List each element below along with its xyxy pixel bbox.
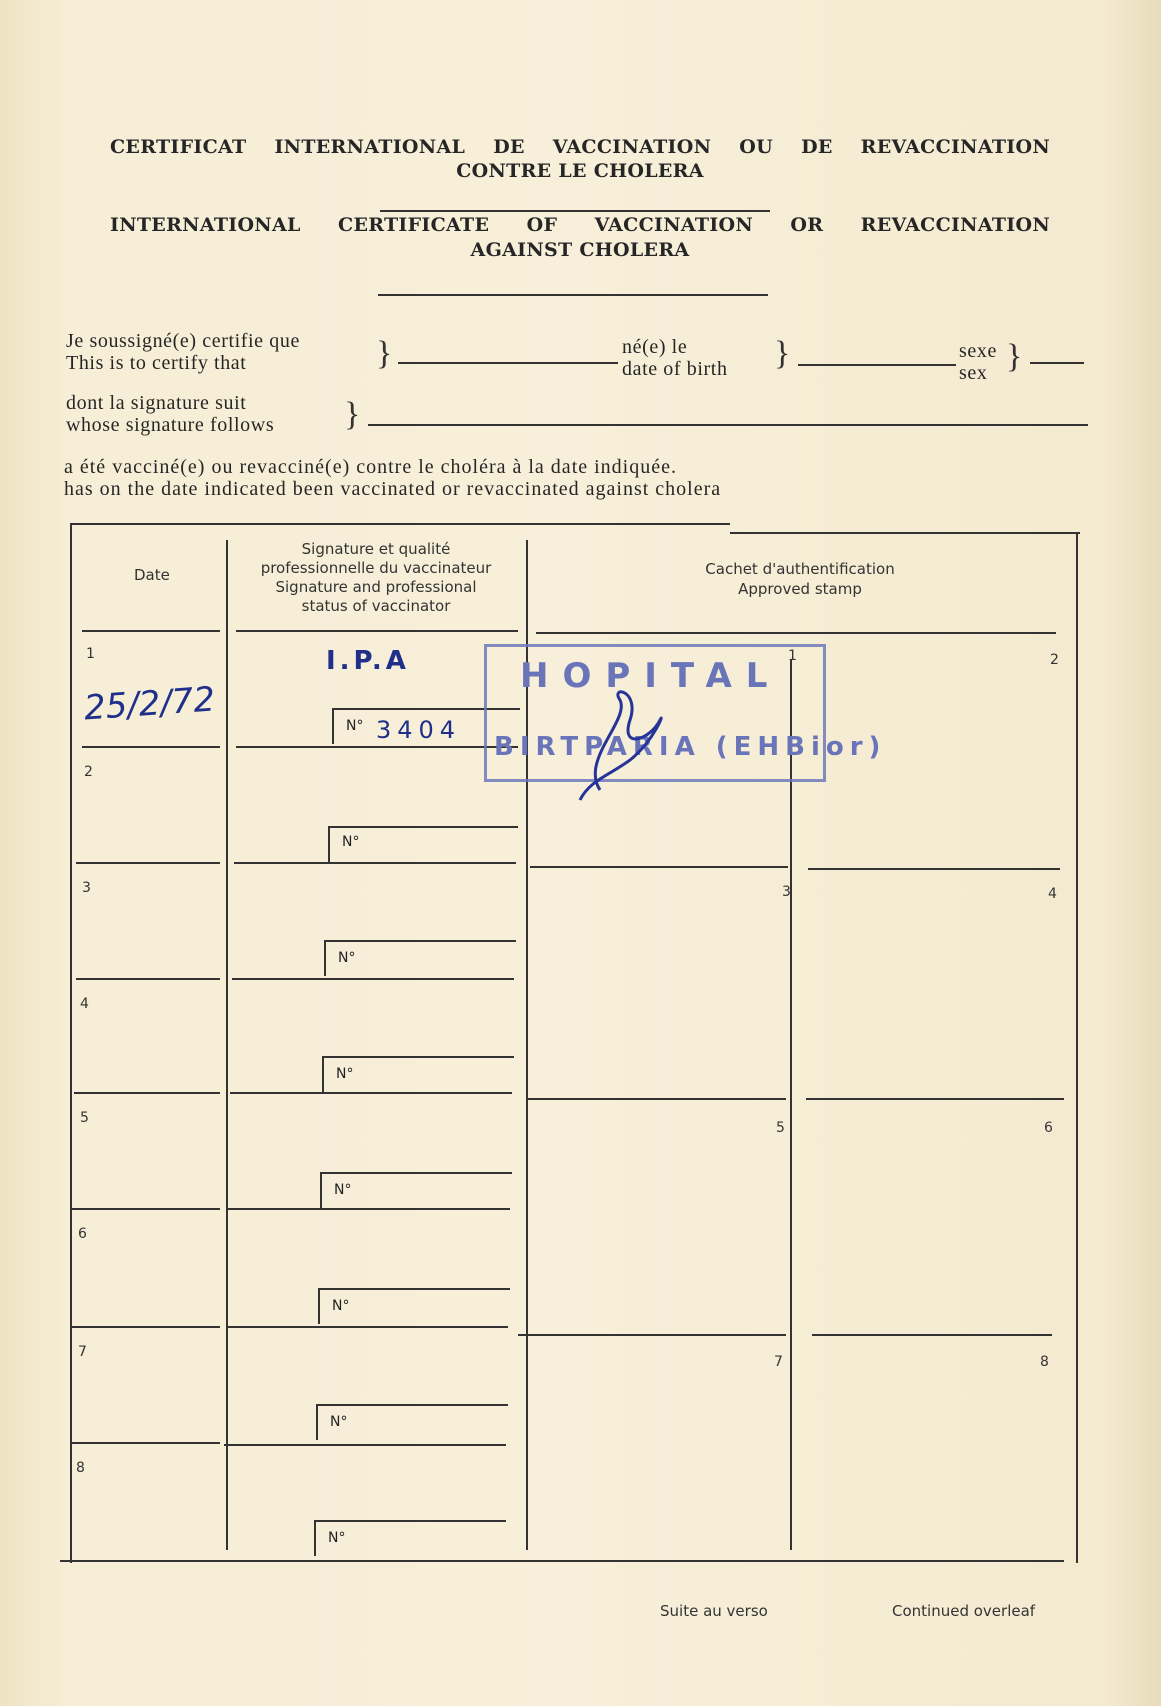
stamp-number: 4	[1048, 886, 1057, 902]
table-left-border	[70, 523, 72, 1563]
row-divider	[812, 1334, 1052, 1336]
row-divider	[76, 978, 220, 980]
title-en-line2: AGAINST CHOLERA	[470, 239, 690, 261]
row-number: 6	[78, 1226, 87, 1242]
row-divider	[226, 1326, 508, 1328]
certify-en: This is to certify that	[66, 352, 247, 374]
signature-fr: dont la signature suit	[66, 392, 247, 414]
brace: }	[376, 335, 393, 372]
table-top-border	[730, 532, 1080, 534]
stamp-number: 8	[1040, 1354, 1049, 1370]
number-label: N°	[346, 718, 364, 734]
row-divider	[234, 862, 516, 864]
certify-fr: Je soussigné(e) certifie que	[66, 330, 300, 352]
col-divider-date	[226, 540, 228, 1550]
row-divider	[232, 978, 514, 980]
table-right-border	[1076, 532, 1078, 1563]
row-number: 8	[76, 1460, 85, 1476]
born-fr: né(e) le	[622, 336, 688, 358]
row-divider	[72, 1326, 220, 1328]
row-divider	[230, 1092, 512, 1094]
entry-number: 3404	[376, 716, 462, 744]
header-stamp-1: Cachet d'authentification	[705, 560, 895, 578]
header-rule	[536, 632, 1056, 634]
header-signature-2: professionnelle du vaccinateur	[260, 559, 492, 577]
statement-en: has on the date indicated been vaccinated or revaccinated against cholera	[64, 478, 722, 500]
statement-fr: a été vacciné(e) ou revacciné(e) contre le choléra à la date indiquée.	[64, 456, 677, 478]
header-rule	[236, 630, 518, 632]
number-label: N°	[338, 950, 356, 966]
stamp-number: 3	[782, 884, 791, 900]
row-divider	[228, 1208, 510, 1210]
signature-scribble-icon	[560, 680, 680, 820]
name-field[interactable]	[398, 362, 618, 364]
row-divider	[72, 1208, 220, 1210]
row-divider	[74, 1092, 220, 1094]
stamp-number: 7	[774, 1354, 783, 1370]
signature-en: whose signature follows	[66, 414, 275, 436]
row-divider	[530, 866, 788, 868]
row-divider	[236, 746, 518, 748]
row-divider	[806, 1098, 1064, 1100]
col-divider-stamp	[790, 660, 792, 1550]
sex-en: sex	[959, 362, 988, 384]
number-label: N°	[330, 1414, 348, 1430]
entry-initials: I.P.A	[326, 646, 410, 676]
table-bottom-border	[60, 1560, 1064, 1562]
entry-date: 25/2/72	[82, 679, 217, 729]
table-top-border	[70, 523, 730, 525]
brace: }	[344, 396, 361, 433]
row-number: 3	[82, 880, 91, 896]
header-signature-3: Signature and professional	[275, 578, 477, 596]
row-number: 7	[78, 1344, 87, 1360]
number-label: N°	[336, 1066, 354, 1082]
stamp-line2: BIRTPARIA (EHBior)	[494, 732, 887, 762]
stamp-line1: HOPITAL	[520, 656, 782, 696]
brace: }	[1006, 338, 1023, 375]
row-number: 2	[84, 764, 93, 780]
header-signature-1: Signature et qualité	[301, 540, 451, 558]
stamp-number: 1	[788, 648, 797, 664]
row-divider	[518, 1334, 786, 1336]
birthdate-field[interactable]	[798, 364, 956, 366]
header-rule	[82, 630, 220, 632]
row-divider	[72, 1442, 220, 1444]
title-en-underline	[378, 294, 768, 296]
born-en: date of birth	[622, 358, 728, 380]
stamp-number: 5	[776, 1120, 785, 1136]
number-label: N°	[332, 1298, 350, 1314]
row-number: 5	[80, 1110, 89, 1126]
sex-field[interactable]	[1030, 362, 1084, 364]
number-label: N°	[328, 1530, 346, 1546]
row-number: 1	[86, 646, 95, 662]
title-fr-underline	[380, 210, 770, 212]
number-label: N°	[342, 834, 360, 850]
stamp-number: 2	[1050, 652, 1059, 668]
title-fr-line1: CERTIFICAT INTERNATIONAL DE VACCINATION OU DE REVACCINATION	[110, 136, 1050, 158]
header-date: Date	[134, 566, 170, 584]
row-divider	[808, 868, 1060, 870]
sex-fr: sexe	[959, 340, 997, 362]
number-label: N°	[334, 1182, 352, 1198]
row-divider	[76, 862, 220, 864]
row-divider	[224, 1444, 506, 1446]
title-en-line1: INTERNATIONAL CERTIFICATE OF VACCINATION OR REVACCINATION	[110, 214, 1050, 236]
footer-fr: Suite au verso	[660, 1602, 768, 1620]
header-stamp-2: Approved stamp	[738, 580, 862, 598]
row-divider	[82, 746, 220, 748]
title-fr-line2: CONTRE LE CHOLERA	[456, 160, 704, 182]
row-divider	[528, 1098, 786, 1100]
signature-field[interactable]	[368, 424, 1088, 426]
row-number: 4	[80, 996, 89, 1012]
brace: }	[774, 335, 791, 372]
header-signature-4: status of vaccinator	[301, 597, 451, 615]
stamp-number: 6	[1044, 1120, 1053, 1136]
footer-en: Continued overleaf	[892, 1602, 1036, 1620]
